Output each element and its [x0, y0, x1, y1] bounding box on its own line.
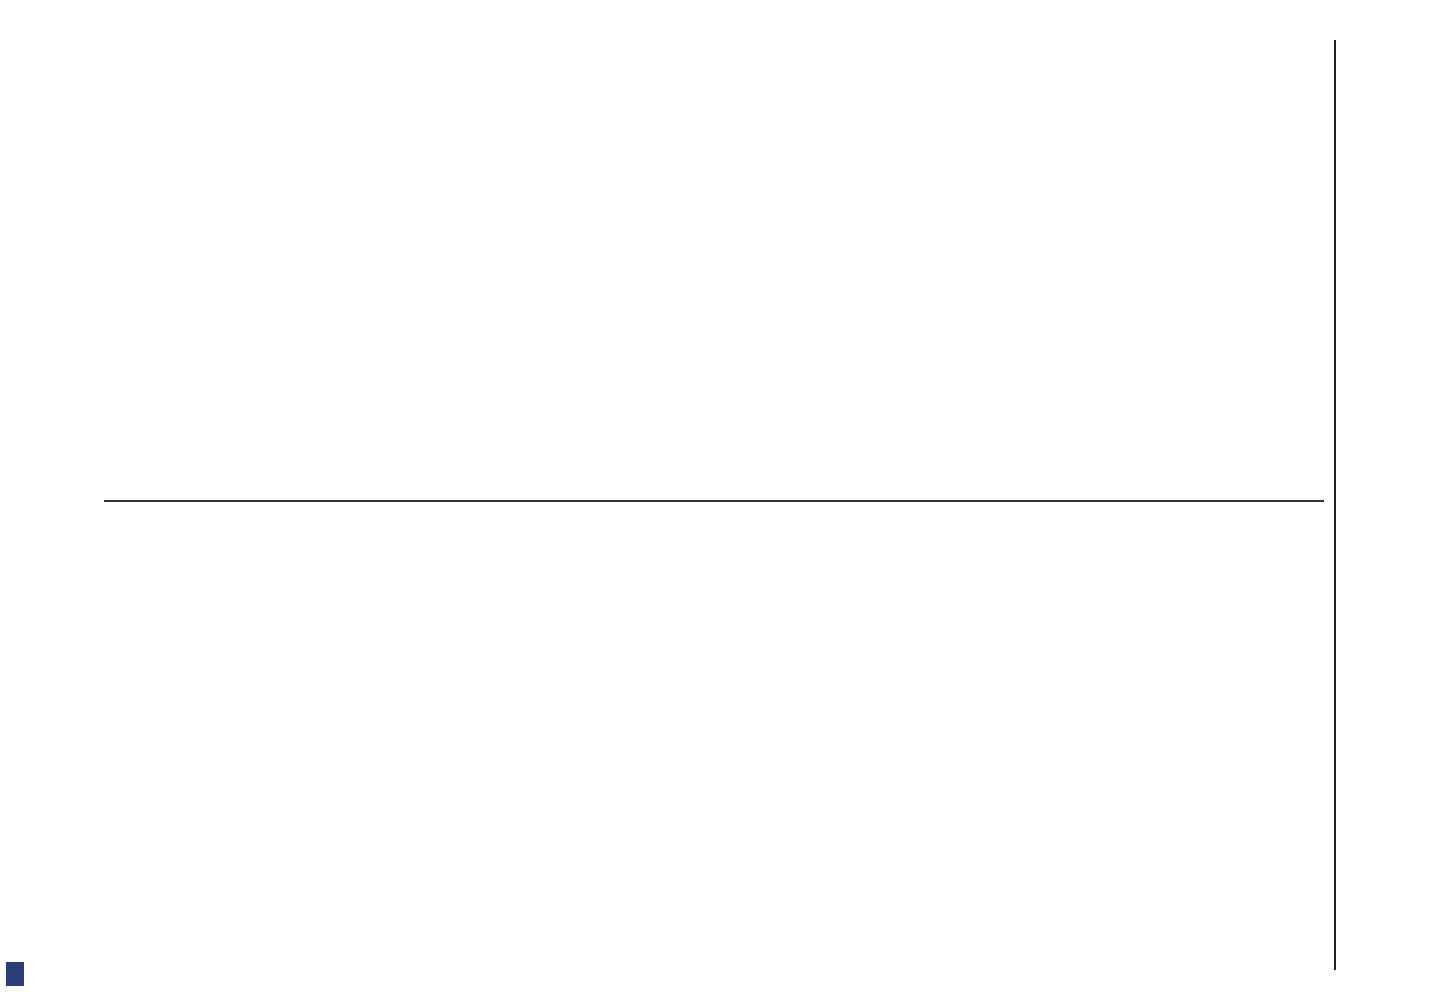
right-text-column: [104, 540, 1324, 970]
dfg-logo: [6, 962, 24, 986]
digitization-credit: [8, 600, 26, 990]
column-divider: [104, 500, 1324, 502]
running-header: [1334, 40, 1374, 970]
left-text-column: [104, 40, 1324, 470]
